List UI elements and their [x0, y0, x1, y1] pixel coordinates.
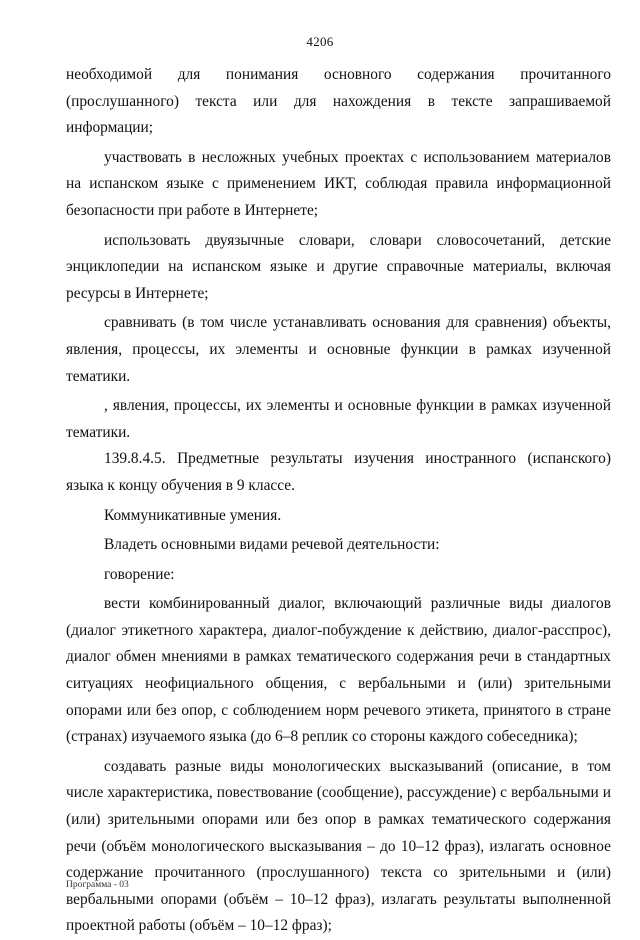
paragraph-speaking: говорение:	[104, 565, 175, 583]
page-number: 4206	[306, 34, 334, 49]
paragraph-dialogue: вести комбинированный диалог, включающий различные виды диалогов (диалог этикетного характера, диалог-побуждение к действию, диалог-расспрос), диалог обмен мнениями в рамках тематического содержания речи в стандартных ситуациях неофициального общения, с вербальными и (или) зрительными опорами или без опор, с соблюдением норм речевого этикета, принятого в стране (странах) изучаемого языка (до 6–8 реплик со стороны каждого собеседника);	[66, 595, 611, 746]
paragraph-section-heading: 139.8.4.5. Предметные результаты изучения иностранного (испанского) языка к концу обучения в 9 классе.	[66, 450, 611, 494]
paragraph-speech-activity: Владеть основными видами речевой деятельности:	[104, 536, 440, 554]
paragraph-monologue: создавать разные виды монологических высказываний (описание, в том числе характеристика, повествование (сообщение), рассуждение) с вербальными и (или) зрительными опорами или без опор в рамках тематического содержания речи (объём монологического высказывания – до 10–12 фраз), излагать основное содержание прочитанного (прослушанного) текста со зрительными и (или) вербальными опорами (объём – 10–12 фраз), излагать результаты выполненной проектной работы (объём – 10–12 фраз);	[66, 757, 611, 935]
page-body	[66, 62, 611, 940]
paragraph-compare: сравнивать (в том числе устанавливать основания для сравнения) объекты, явления, процессы, их элементы и основные функции в рамках изученной тематики.	[66, 314, 611, 385]
paragraph-projects: участвовать в несложных учебных проектах с использованием материалов на испанском языке с применением ИКТ, соблюдая правила информационной безопасности при работе в Интернете;	[66, 148, 611, 219]
paragraph-phenomena: , явления, процессы, их элементы и основные функции в рамках изученной тематики.	[66, 397, 611, 441]
paragraph-dictionaries: использовать двуязычные словари, словари словосочетаний, детские энциклопедии на испанском языке и другие справочные материалы, включая ресурсы в Интернете;	[66, 231, 611, 302]
paragraph-communicative-skills: Коммуникативные умения.	[104, 506, 282, 524]
paragraph-continuation: необходимой для понимания основного содержания прочитанного (прослушанного) текста или для нахождения в тексте запрашиваемой информации;	[66, 66, 611, 137]
footer-label: Программа - 03	[66, 880, 129, 890]
